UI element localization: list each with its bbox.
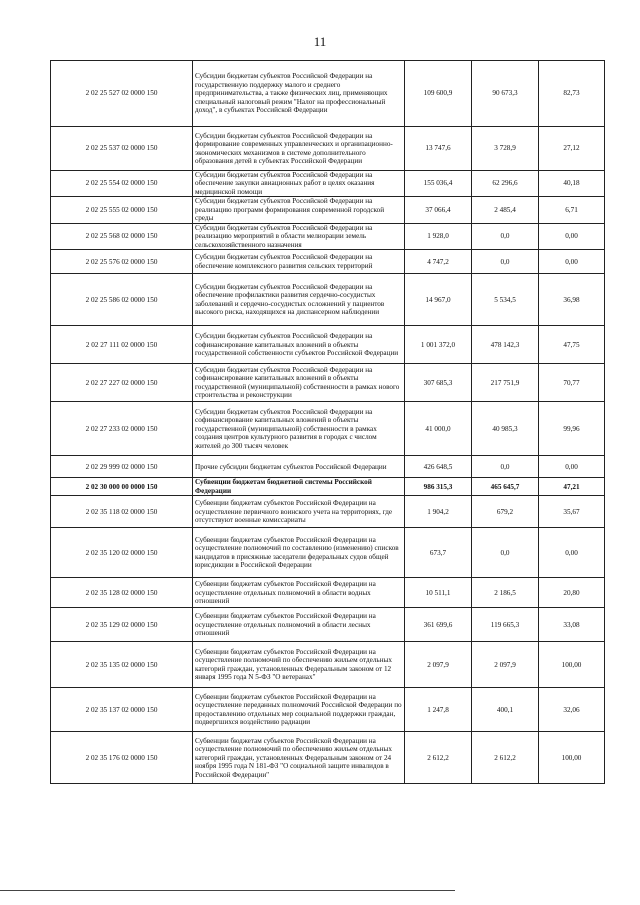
description-cell: Субсидии бюджетам субъектов Российской Федерации на формирование современных управленческих и организационно-экономических механизмов в системе дополнительного образования детей в субъектах Российской Федерации [193, 127, 405, 171]
plan-amount-cell: 361 699,6 [405, 608, 472, 642]
budget-code-cell: 2 02 27 227 02 0000 150 [51, 364, 193, 402]
plan-amount-cell: 4 747,2 [405, 250, 472, 274]
table-row [51, 127, 605, 171]
actual-amount-cell: 119 665,3 [472, 608, 539, 642]
budget-code-cell: 2 02 25 554 02 0000 150 [51, 171, 193, 197]
execution-percent-cell: 99,96 [539, 402, 605, 456]
execution-percent-cell: 0,00 [539, 223, 605, 249]
plan-amount-cell: 426 648,5 [405, 456, 472, 478]
actual-amount-cell: 90 673,3 [472, 61, 539, 127]
plan-amount-cell: 986 315,3 [405, 478, 472, 496]
actual-amount-cell: 0,0 [472, 223, 539, 249]
table-row [51, 528, 605, 578]
actual-amount-cell: 478 142,3 [472, 326, 539, 364]
table-row [51, 732, 605, 784]
plan-amount-cell: 41 000,0 [405, 402, 472, 456]
budget-code-cell: 2 02 29 999 02 0000 150 [51, 456, 193, 478]
table-row [51, 496, 605, 528]
actual-amount-cell: 3 728,9 [472, 127, 539, 171]
execution-percent-cell: 27,12 [539, 127, 605, 171]
execution-percent-cell: 82,73 [539, 61, 605, 127]
actual-amount-cell: 679,2 [472, 496, 539, 528]
description-cell: Субсидии бюджетам субъектов Российской Федерации на обеспечение профилактики развития сердечно-сосудистых заболеваний и сердечно-сосудистых осложнений у пациентов высокого риска, находящихся на диспансерном наблюдении [193, 274, 405, 326]
plan-amount-cell: 10 511,1 [405, 578, 472, 608]
actual-amount-cell: 2 485,4 [472, 197, 539, 223]
actual-amount-cell: 0,0 [472, 528, 539, 578]
execution-percent-cell: 47,75 [539, 326, 605, 364]
actual-amount-cell: 40 985,3 [472, 402, 539, 456]
plan-amount-cell: 307 685,3 [405, 364, 472, 402]
actual-amount-cell: 2 612,2 [472, 732, 539, 784]
table-row [51, 171, 605, 197]
budget-code-cell: 2 02 27 111 02 0000 150 [51, 326, 193, 364]
description-cell: Субсидии бюджетам субъектов Российской Федерации на софинансирование капитальных вложений в объекты государственной (муниципальной) собственности в рамках создания центров культурного развития в городах с числом жителей до 300 тысяч человек [193, 402, 405, 456]
description-cell: Субсидии бюджетам субъектов Российской Федерации на софинансирование капитальных вложений в объекты государственной (муниципальной) собственности в рамках нового строительства и реконструкции [193, 364, 405, 402]
table-row [51, 688, 605, 732]
execution-percent-cell: 40,18 [539, 171, 605, 197]
description-cell: Субсидии бюджетам субъектов Российской Федерации на государственную поддержку малого и среднего предпринимательства, а также физических лиц, применяющих специальный налоговый режим "Налог на профессиональный доход", в субъектах Российской Федерации [193, 61, 405, 127]
plan-amount-cell: 2 097,9 [405, 642, 472, 688]
actual-amount-cell: 2 097,9 [472, 642, 539, 688]
actual-amount-cell: 5 534,5 [472, 274, 539, 326]
table-row [51, 223, 605, 249]
execution-percent-cell: 6,71 [539, 197, 605, 223]
execution-percent-cell: 0,00 [539, 456, 605, 478]
plan-amount-cell: 13 747,6 [405, 127, 472, 171]
table-row [51, 402, 605, 456]
description-cell: Субвенции бюджетам субъектов Российской Федерации на осуществление переданных полномочий Российской Федерации по предоставлению отдельных мер социальной поддержки граждан, подвергшихся воздействию радиации [193, 688, 405, 732]
execution-percent-cell: 35,67 [539, 496, 605, 528]
description-cell: Субвенции бюджетам субъектов Российской Федерации на осуществление отдельных полномочий в области лесных отношений [193, 608, 405, 642]
budget-code-cell: 2 02 25 555 02 0000 150 [51, 197, 193, 223]
description-cell: Субвенции бюджетам субъектов Российской Федерации на осуществление первичного воинского учета на территориях, где отсутствуют военные комиссариаты [193, 496, 405, 528]
budget-revenue-table [50, 60, 605, 784]
description-cell: Субсидии бюджетам субъектов Российской Федерации на реализацию программ формирования современной городской среды [193, 197, 405, 223]
budget-code-cell: 2 02 27 233 02 0000 150 [51, 402, 193, 456]
budget-code-cell: 2 02 35 128 02 0000 150 [51, 578, 193, 608]
actual-amount-cell: 0,0 [472, 250, 539, 274]
table-row [51, 274, 605, 326]
description-cell: Субсидии бюджетам субъектов Российской Федерации на реализацию мероприятий в области мелиорации земель сельскохозяйственного назначения [193, 223, 405, 249]
table-row [51, 578, 605, 608]
execution-percent-cell: 33,08 [539, 608, 605, 642]
table-row [51, 608, 605, 642]
budget-code-cell: 2 02 35 137 02 0000 150 [51, 688, 193, 732]
description-cell: Субвенции бюджетам субъектов Российской Федерации на осуществление отдельных полномочий в области водных отношений [193, 578, 405, 608]
budget-code-cell: 2 02 25 586 02 0000 150 [51, 274, 193, 326]
budget-code-cell: 2 02 35 118 02 0000 150 [51, 496, 193, 528]
actual-amount-cell: 217 751,9 [472, 364, 539, 402]
budget-code-cell: 2 02 25 568 02 0000 150 [51, 223, 193, 249]
table-row [51, 250, 605, 274]
budget-code-cell: 2 02 35 120 02 0000 150 [51, 528, 193, 578]
description-cell: Субвенции бюджетам субъектов Российской Федерации на осуществление полномочий по составлению (изменению) списков кандидатов в присяжные заседатели федеральных судов общей юрисдикции в Российской Федерации [193, 528, 405, 578]
budget-code-cell: 2 02 35 135 02 0000 150 [51, 642, 193, 688]
plan-amount-cell: 14 967,0 [405, 274, 472, 326]
execution-percent-cell: 100,00 [539, 732, 605, 784]
plan-amount-cell: 155 036,4 [405, 171, 472, 197]
execution-percent-cell: 0,00 [539, 250, 605, 274]
table-row [51, 326, 605, 364]
budget-code-cell: 2 02 30 000 00 0000 150 [51, 478, 193, 496]
table-row [51, 364, 605, 402]
description-cell: Субвенции бюджетам субъектов Российской Федерации на осуществление полномочий по обеспечению жильем отдельных категорий граждан, установленных Федеральным законом от 24 ноября 1995 года N 181-ФЗ "О социальной защите инвалидов в Российской Федерации" [193, 732, 405, 784]
budget-code-cell: 2 02 35 176 02 0000 150 [51, 732, 193, 784]
budget-code-cell: 2 02 25 527 02 0000 150 [51, 61, 193, 127]
plan-amount-cell: 1 247,8 [405, 688, 472, 732]
budget-code-cell: 2 02 35 129 02 0000 150 [51, 608, 193, 642]
actual-amount-cell: 62 296,6 [472, 171, 539, 197]
execution-percent-cell: 0,00 [539, 528, 605, 578]
plan-amount-cell: 1 928,0 [405, 223, 472, 249]
actual-amount-cell: 2 186,5 [472, 578, 539, 608]
table-row [51, 61, 605, 127]
actual-amount-cell: 0,0 [472, 456, 539, 478]
execution-percent-cell: 70,77 [539, 364, 605, 402]
plan-amount-cell: 1 001 372,0 [405, 326, 472, 364]
table-row [51, 642, 605, 688]
page-number: 11 [313, 34, 327, 49]
table-row [51, 478, 605, 496]
plan-amount-cell: 673,7 [405, 528, 472, 578]
description-cell: Субвенции бюджетам субъектов Российской Федерации на осуществление полномочий по обеспечению жильем отдельных категорий граждан, установленных Федеральным законом от 12 января 1995 года N 5-ФЗ "О ветеранах" [193, 642, 405, 688]
execution-percent-cell: 36,98 [539, 274, 605, 326]
execution-percent-cell: 100,00 [539, 642, 605, 688]
execution-percent-cell: 20,80 [539, 578, 605, 608]
description-cell: Субсидии бюджетам субъектов Российской Федерации на софинансирование капитальных вложений в объекты государственной собственности субъектов Российской Федерации [193, 326, 405, 364]
description-cell: Субвенции бюджетам бюджетной системы Российской Федерации [193, 478, 405, 496]
actual-amount-cell: 465 645,7 [472, 478, 539, 496]
plan-amount-cell: 2 612,2 [405, 732, 472, 784]
actual-amount-cell: 400,1 [472, 688, 539, 732]
execution-percent-cell: 47,21 [539, 478, 605, 496]
plan-amount-cell: 1 904,2 [405, 496, 472, 528]
description-cell: Субсидии бюджетам субъектов Российской Федерации на обеспечение комплексного развития сельских территорий [193, 250, 405, 274]
description-cell: Субсидии бюджетам субъектов Российской Федерации на обеспечение закупки авиационных работ в целях оказания медицинской помощи [193, 171, 405, 197]
table-row [51, 197, 605, 223]
page-bottom-rule [0, 890, 455, 891]
plan-amount-cell: 37 066,4 [405, 197, 472, 223]
execution-percent-cell: 32,06 [539, 688, 605, 732]
budget-code-cell: 2 02 25 576 02 0000 150 [51, 250, 193, 274]
table-row [51, 456, 605, 478]
plan-amount-cell: 109 600,9 [405, 61, 472, 127]
budget-code-cell: 2 02 25 537 02 0000 150 [51, 127, 193, 171]
description-cell: Прочие субсидии бюджетам субъектов Российской Федерации [193, 456, 405, 478]
